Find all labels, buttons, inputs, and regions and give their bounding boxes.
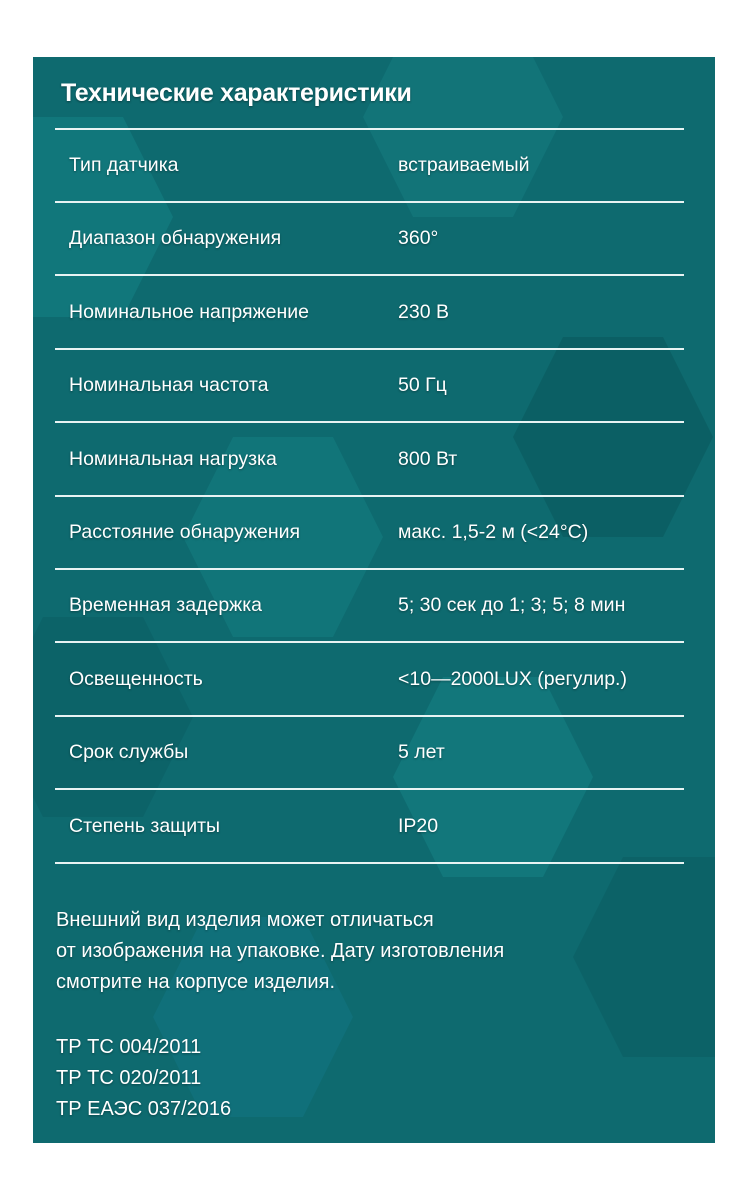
background-hexagon [33, 617, 193, 817]
divider [55, 862, 684, 864]
spec-label: Освещенность [69, 667, 203, 690]
spec-row [69, 227, 689, 257]
spec-label: Диапазон обнаружения [69, 227, 282, 250]
divider [55, 788, 684, 790]
spec-row [69, 668, 689, 698]
divider [55, 641, 684, 643]
page-title: Технические характеристики [61, 79, 412, 107]
background-hexagon [513, 337, 713, 537]
spec-label: Степень защиты [69, 814, 221, 837]
spec-value: 230 В [398, 300, 449, 323]
spec-row [69, 521, 689, 551]
divider [55, 128, 684, 130]
spec-label: Расстояние обнаружения [69, 521, 301, 543]
spec-label: Срок службы [69, 741, 189, 764]
divider [55, 568, 684, 570]
spec-value: 5 лет [398, 741, 445, 764]
note-line: Внешний вид изделия может отличаться [56, 909, 434, 931]
background-hexagon [393, 677, 593, 877]
spec-row [69, 815, 689, 845]
divider [55, 348, 684, 350]
spec-value: <10—2000LUX (регулир.) [398, 667, 627, 690]
spec-row [69, 448, 689, 478]
spec-row [69, 301, 689, 331]
standard-item: ТР ТС 004/2011 [56, 1036, 202, 1058]
spec-row [69, 741, 689, 771]
spec-value: 360° [398, 227, 439, 250]
spec-label: Временная задержка [69, 594, 263, 617]
standards-list [56, 1032, 231, 1125]
spec-label: Номинальное напряжение [69, 300, 310, 323]
spec-value: 50 Гц [398, 374, 447, 397]
background-hexagon [33, 117, 173, 317]
divider [55, 421, 684, 423]
spec-value: IP20 [398, 814, 439, 837]
standard-item: ТР ТС 020/2011 [56, 1067, 202, 1089]
specs-panel [33, 57, 715, 1143]
spec-row [69, 374, 689, 404]
divider [55, 201, 684, 203]
spec-label: Тип датчика [69, 154, 179, 176]
spec-value: 5; 30 сек до 1; 3; 5; 8 мин [398, 594, 626, 617]
spec-label: Номинальная нагрузка [69, 447, 277, 470]
note-line: смотрите на корпусе изделия. [56, 971, 335, 993]
standard-item: ТР ЕАЭС 037/2016 [56, 1098, 232, 1120]
spec-value: встраиваемый [398, 154, 530, 176]
spec-row [69, 154, 689, 184]
divider [55, 495, 684, 497]
note-line: от изображения на упаковке. Дату изготовления [56, 940, 505, 962]
spec-row [69, 594, 689, 624]
divider [55, 274, 684, 276]
divider [55, 715, 684, 717]
spec-label: Номинальная частота [69, 374, 269, 397]
background-hexagon [573, 857, 715, 1057]
spec-value: 800 Вт [398, 447, 458, 470]
disclaimer-note [56, 905, 504, 998]
spec-value: макс. 1,5-2 м (<24°С) [398, 521, 589, 543]
